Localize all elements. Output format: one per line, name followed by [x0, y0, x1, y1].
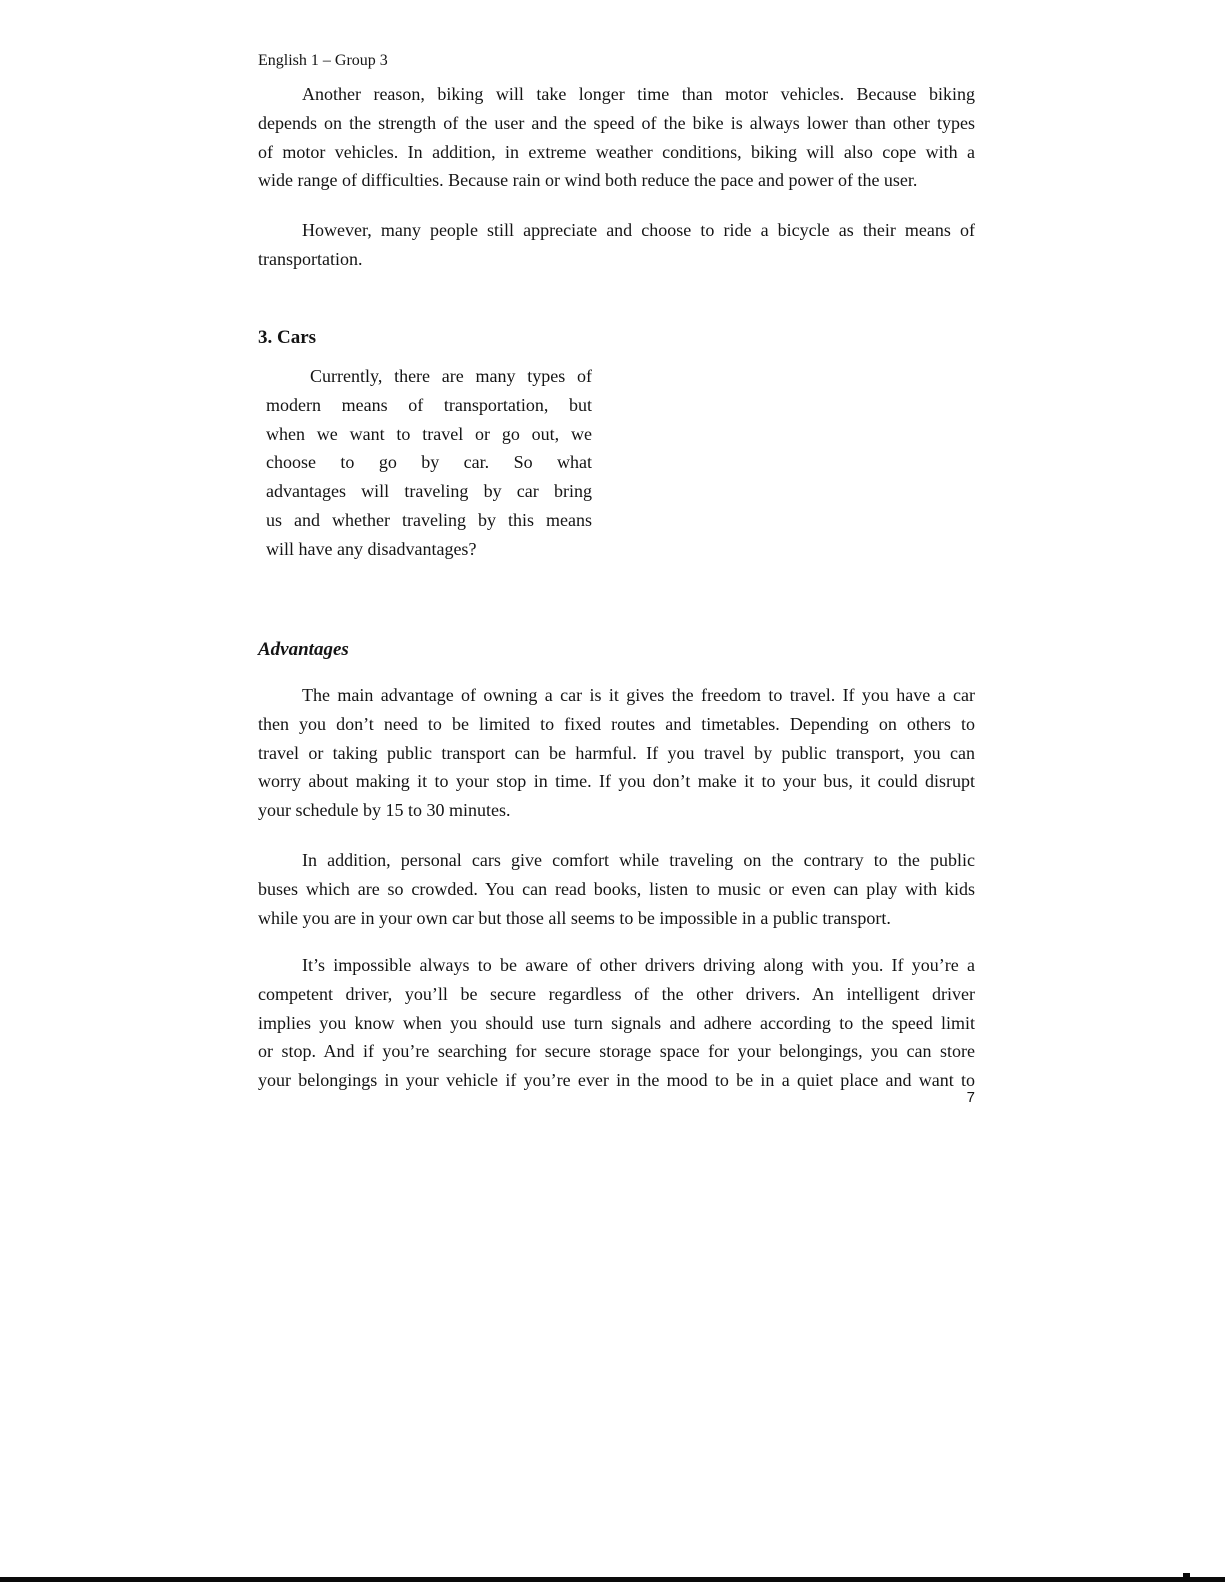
- text-line: your schedule by 15 to 30 minutes.: [258, 800, 511, 821]
- text-line: Currently, there are many types of: [310, 366, 592, 386]
- text-line: In addition, personal cars give comfort while traveling on the contrary to the public: [302, 850, 975, 870]
- text-line: choose to go by car. So what: [266, 452, 592, 473]
- text-line: then you don’t need to be limited to fixed routes and timetables. Depending on others to: [258, 713, 975, 734]
- page-number: 7: [966, 1089, 975, 1106]
- text-line: It’s impossible always to be aware of other drivers driving along with you. If you’re a: [302, 955, 975, 975]
- paragraph-bicycle-preference: [258, 216, 975, 274]
- text-line: travel or taking public transport can be harmful. If you travel by public transport, you can: [258, 742, 975, 763]
- text-line: modern means of transportation, but: [266, 394, 592, 415]
- text-line: while you are in your own car but those all seems to be impossible in a public transport.: [258, 907, 891, 928]
- paragraph-comfort: [258, 846, 975, 932]
- page-bottom-edge-bar: [0, 1577, 1225, 1582]
- page-bottom-edge-notch: [1183, 1573, 1190, 1577]
- text-line: us and whether traveling by this means: [266, 509, 592, 530]
- paragraph-freedom-to-travel: [258, 681, 975, 825]
- paragraph-driver-safety: [258, 951, 975, 1095]
- text-line: implies you know when you should use turn signals and adhere according to the speed limit: [258, 1012, 975, 1033]
- text-line: However, many people still appreciate and choose to ride a bicycle as their means of: [302, 220, 975, 240]
- text-line: or stop. And if you’re searching for secure storage space for your belongings, you can store: [258, 1041, 975, 1062]
- text-line: buses which are so crowded. You can read books, listen to music or even can play with kids: [258, 878, 975, 899]
- text-line: competent driver, you’ll be secure regardless of the other drivers. An intelligent driver: [258, 983, 975, 1004]
- text-line: your belongings in your vehicle if you’re ever in the mood to be in a quiet place and want to: [258, 1070, 975, 1091]
- section-heading-cars: 3. Cars: [258, 327, 317, 348]
- text-line: will have any disadvantages?: [266, 538, 477, 559]
- text-line: depends on the strength of the user and the speed of the bike is always lower than other types: [258, 112, 975, 133]
- text-line: advantages will traveling by car bring: [266, 481, 592, 502]
- text-line: transportation.: [258, 248, 363, 269]
- paragraph-biking-longer-time: [258, 80, 975, 195]
- text-line: wide range of difficulties. Because rain or wind both reduce the pace and power of the user.: [258, 170, 918, 191]
- text-line: Another reason, biking will take longer time than motor vehicles. Because biking: [302, 84, 975, 104]
- text-line: of motor vehicles. In addition, in extreme weather conditions, biking will also cope with a: [258, 141, 975, 162]
- section-heading-advantages: Advantages: [258, 639, 349, 660]
- text-line: when we want to travel or go out, we: [266, 423, 592, 444]
- paragraph-cars-intro: [266, 362, 592, 564]
- text-line: The main advantage of owning a car is it gives the freedom to travel. If you have a car: [302, 685, 975, 705]
- running-header: English 1 – Group 3: [258, 52, 388, 69]
- text-line: worry about making it to your stop in time. If you don’t make it to your bus, it could disrupt: [258, 771, 975, 792]
